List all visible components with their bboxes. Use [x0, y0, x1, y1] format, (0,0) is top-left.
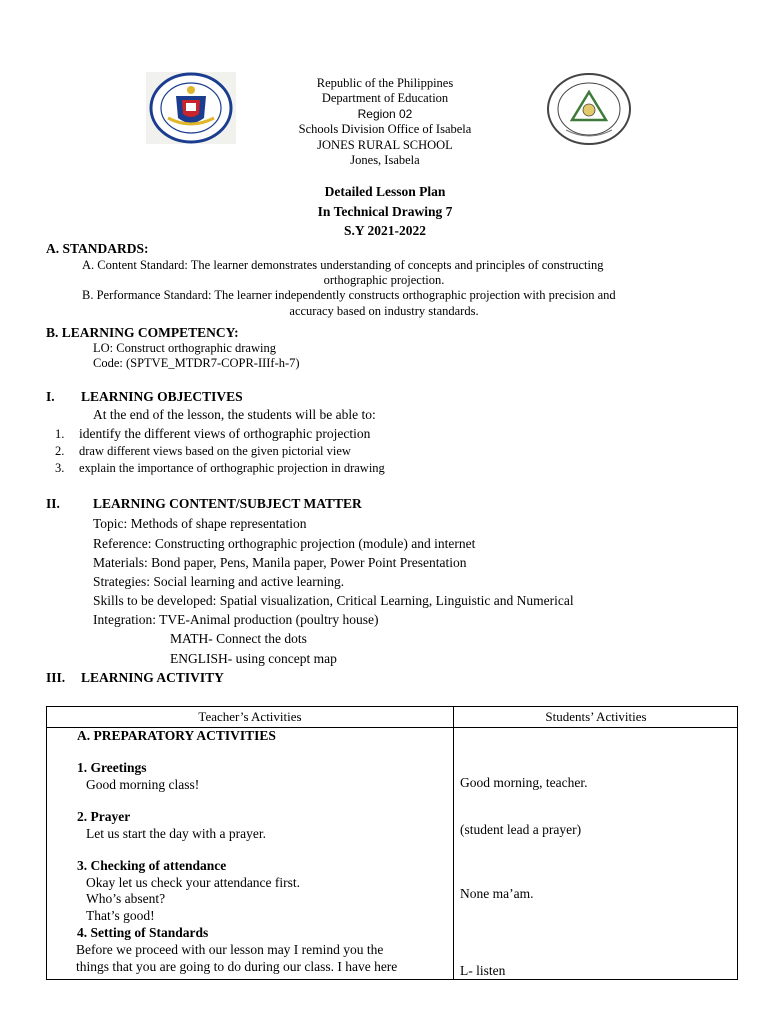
- header-division: Schools Division Office of Isabela: [298, 122, 472, 136]
- activity-numeral: III.: [46, 670, 66, 685]
- objectives-numeral: I.: [46, 389, 55, 404]
- objectives-heading: LEARNING OBJECTIVES: [81, 389, 243, 404]
- content-standard-line1: A. Content Standard: The learner demonstrates understanding of concepts and principles of constructing: [82, 258, 604, 272]
- attendance-heading: 3. Checking of attendance: [77, 858, 227, 873]
- title-subject: In Technical Drawing 7: [317, 204, 453, 219]
- objective-text-2: draw different views based on the given pictorial view: [79, 444, 351, 458]
- setting-standards-student-text: L- listen: [460, 963, 506, 978]
- content-materials: Materials: Bond paper, Pens, Manila paper, Power Point Presentation: [93, 555, 467, 570]
- objective-num-2: 2.: [55, 444, 65, 458]
- performance-standard-line1: B. Performance Standard: The learner independently constructs orthographic projection with precision and: [82, 288, 616, 302]
- table-header-students: Students’ Activities: [545, 709, 647, 724]
- content-reference: Reference: Constructing orthographic projection (module) and internet: [93, 536, 476, 551]
- greetings-student-text: Good morning, teacher.: [460, 775, 588, 790]
- competency-heading: B. LEARNING COMPETENCY:: [46, 325, 239, 340]
- school-seal-logo: [546, 72, 632, 146]
- greetings-heading: 1. Greetings: [77, 760, 147, 775]
- header-school: JONES RURAL SCHOOL: [317, 138, 453, 152]
- attendance-teacher-line1: Okay let us check your attendance first.: [86, 875, 301, 890]
- header-department: Department of Education: [321, 91, 449, 105]
- preparatory-activities-heading: A. PREPARATORY ACTIVITIES: [77, 728, 276, 743]
- activity-heading: LEARNING ACTIVITY: [81, 670, 224, 685]
- competency-lo: LO: Construct orthographic drawing: [93, 341, 276, 355]
- setting-standards-heading: 4. Setting of Standards: [77, 925, 209, 940]
- attendance-teacher-line2: Who’s absent?: [86, 891, 166, 906]
- content-topic: Topic: Methods of shape representation: [93, 516, 307, 531]
- objective-text-1: identify the different views of orthographic projection: [79, 426, 371, 441]
- content-heading: LEARNING CONTENT/SUBJECT MATTER: [93, 496, 362, 511]
- content-strategies: Strategies: Social learning and active learning.: [93, 574, 345, 589]
- activity-table: [46, 706, 738, 980]
- performance-standard-line2: accuracy based on industry standards.: [289, 304, 479, 318]
- attendance-student-text: None ma’am.: [460, 886, 534, 901]
- content-integration-math: MATH- Connect the dots: [170, 631, 307, 646]
- prayer-heading: 2. Prayer: [77, 809, 131, 824]
- prayer-teacher-text: Let us start the day with a prayer.: [86, 826, 266, 841]
- objectives-intro: At the end of the lesson, the students will be able to:: [93, 407, 376, 422]
- greetings-teacher-text: Good morning class!: [86, 777, 200, 792]
- setting-standards-line2: things that you are going to do during our class. I have here: [76, 959, 398, 974]
- header-region: Region 02: [357, 107, 413, 121]
- content-integration-english: ENGLISH- using concept map: [170, 651, 337, 666]
- deped-seal-logo: [146, 72, 236, 144]
- content-skills: Skills to be developed: Spatial visualization, Critical Learning, Linguistic and Numerical: [93, 593, 574, 608]
- table-column-divider: [453, 707, 454, 979]
- competency-code: Code: (SPTVE_MTDR7-COPR-IIIf-h-7): [93, 356, 300, 370]
- table-header-teacher: Teacher’s Activities: [198, 709, 302, 724]
- title-lesson-plan: Detailed Lesson Plan: [324, 184, 446, 199]
- content-integration: Integration: TVE-Animal production (poultry house): [93, 612, 379, 627]
- prayer-student-text: (student lead a prayer): [460, 822, 582, 837]
- content-numeral: II.: [46, 496, 60, 511]
- standards-heading: A. STANDARDS:: [46, 241, 149, 256]
- header-location: Jones, Isabela: [350, 153, 420, 167]
- header-republic: Republic of the Philippines: [316, 76, 454, 90]
- title-school-year: S.Y 2021-2022: [343, 223, 426, 238]
- objective-num-3: 3.: [55, 461, 65, 475]
- attendance-teacher-line3: That’s good!: [86, 908, 155, 923]
- objective-text-3: explain the importance of orthographic projection in drawing: [79, 461, 385, 475]
- setting-standards-line1: Before we proceed with our lesson may I remind you the: [76, 942, 384, 957]
- objective-num-1: 1.: [55, 427, 65, 441]
- content-standard-line2: orthographic projection.: [323, 273, 445, 287]
